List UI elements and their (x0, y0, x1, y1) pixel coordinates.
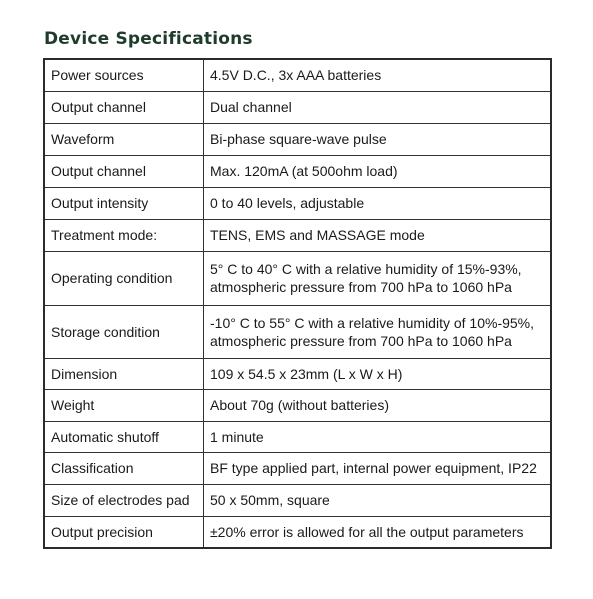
specifications-table (43, 58, 552, 549)
spec-value: Max. 120mA (at 500ohm load) (204, 155, 552, 187)
table-row (44, 219, 551, 251)
spec-value: BF type applied part, internal power equipment, IP22 (204, 452, 552, 484)
table-row (44, 91, 551, 123)
table-row (44, 187, 551, 219)
spec-label: Classification (44, 452, 204, 484)
spec-label: Output intensity (44, 187, 204, 219)
specifications-table-body (44, 59, 551, 548)
spec-value: TENS, EMS and MASSAGE mode (204, 219, 552, 251)
table-row (44, 305, 551, 358)
spec-label: Weight (44, 389, 204, 421)
spec-label: Output precision (44, 516, 204, 548)
spec-value-line: atmospheric pressure from 700 hPa to 1060 hPa (210, 332, 512, 349)
spec-value: Bi-phase square-wave pulse (204, 123, 552, 155)
spec-label: Treatment mode: (44, 219, 204, 251)
spec-value-line: atmospheric pressure from 700 hPa to 1060 hPa (210, 279, 512, 295)
spec-label: Output channel (44, 91, 204, 123)
spec-label: Storage condition (44, 305, 204, 358)
spec-value: 1 minute (204, 421, 552, 452)
table-row (44, 516, 551, 548)
spec-value: 109 x 54.5 x 23mm (L x W x H) (204, 358, 552, 389)
spec-value (204, 251, 552, 305)
spec-value-line: -10° C to 55° C with a relative humidity of 10%-95%, (210, 314, 535, 331)
spec-label: Size of electrodes pad (44, 484, 204, 516)
page-title: Device Specifications (44, 29, 253, 49)
table-row (44, 358, 551, 389)
table-row (44, 389, 551, 421)
table-row (44, 155, 551, 187)
table-row (44, 484, 551, 516)
spec-label: Output channel (44, 155, 204, 187)
spec-value: 50 x 50mm, square (204, 484, 552, 516)
spec-label: Operating condition (44, 251, 204, 305)
spec-value: 4.5V D.C., 3x AAA batteries (204, 59, 552, 91)
spec-value-line: 5° C to 40° C with a relative humidity of 15%-93%, (210, 261, 522, 277)
table-row (44, 123, 551, 155)
table-row (44, 421, 551, 452)
spec-value: 0 to 40 levels, adjustable (204, 187, 552, 219)
spec-label: Dimension (44, 358, 204, 389)
spec-label: Power sources (44, 59, 204, 91)
spec-value (204, 305, 552, 358)
spec-value: About 70g (without batteries) (204, 389, 552, 421)
spec-value: Dual channel (204, 91, 552, 123)
table-row (44, 452, 551, 484)
spec-value: ±20% error is allowed for all the output parameters (204, 516, 552, 548)
table-row (44, 251, 551, 305)
spec-label: Automatic shutoff (44, 421, 204, 452)
table-row (44, 59, 551, 91)
spec-label: Waveform (44, 123, 204, 155)
